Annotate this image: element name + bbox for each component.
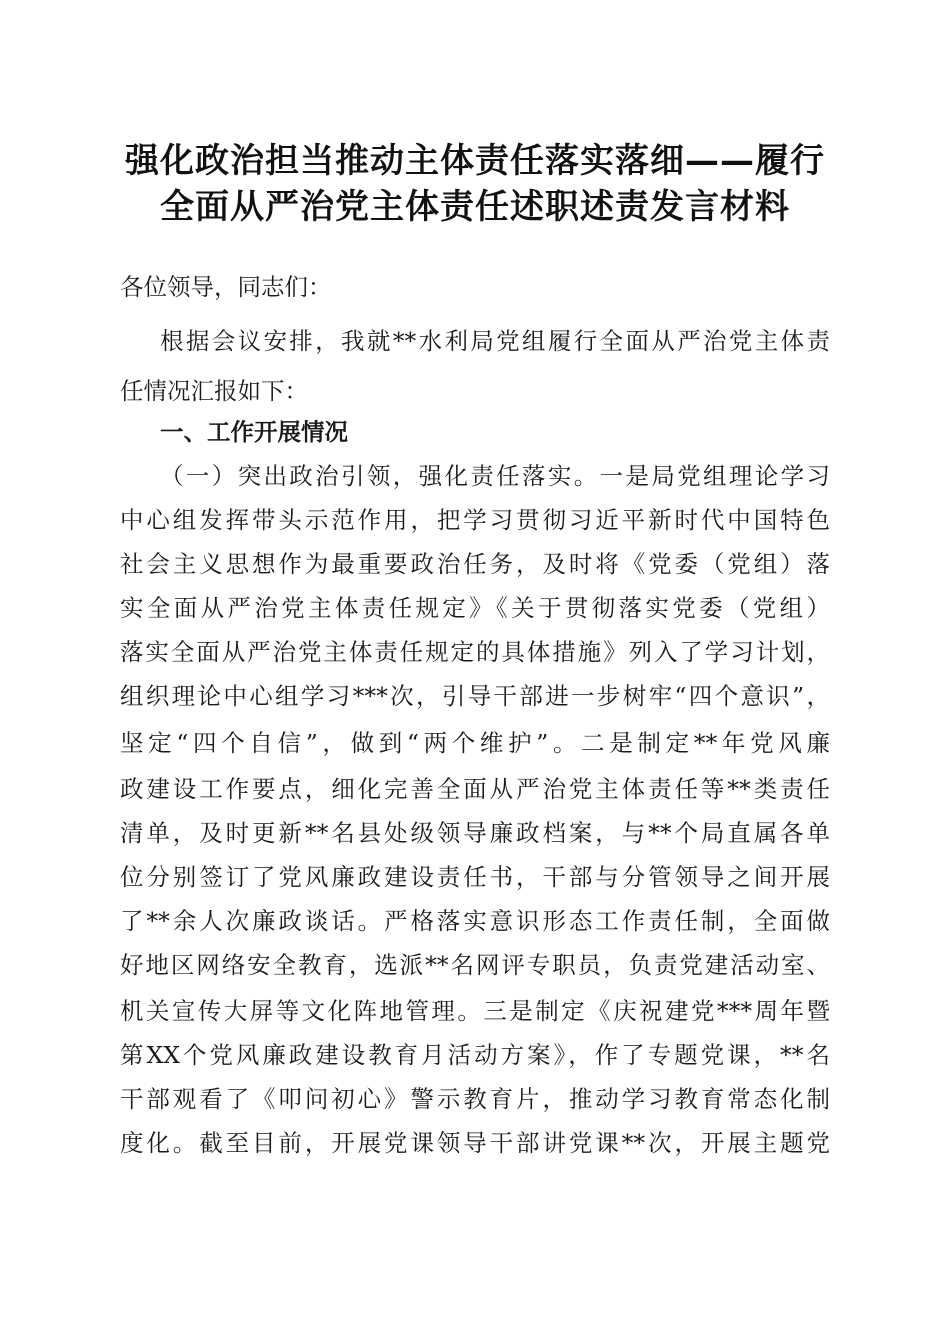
paragraph-line: （一）突出政治引领，强化责任落实。一是局党组理论学习: [160, 462, 830, 490]
paragraph-line: 中心组发挥带头示范作用，把学习贯彻习近平新时代中国特色: [120, 506, 830, 534]
section-heading: 一、工作开展情况: [160, 418, 348, 446]
paragraph-line: 清单，及时更新**名县处级领导廉政档案，与**个局直属各单: [120, 819, 830, 847]
paragraph-line: 政建设工作要点，细化完善全面从严治党主体责任等**类责任: [120, 775, 830, 803]
paragraph-line: 位分别签订了党风廉政建设责任书，干部与分管领导之间开展: [120, 863, 830, 891]
paragraph-line: 好地区网络安全教育，选派**名网评专职员，负责党建活动室、: [120, 951, 830, 979]
paragraph-line: 社会主义思想作为最重要政治任务，及时将《党委（党组）落: [120, 550, 830, 578]
paragraph-line: 坚定“四个自信”，做到“两个维护”。二是制定**年党风廉: [120, 729, 830, 757]
paragraph-line: 机关宣传大屏等文化阵地管理。三是制定《庆祝建党***周年暨: [120, 997, 830, 1025]
paragraph-line: 度化。截至目前，开展党课领导干部讲党课**次，开展主题党: [120, 1129, 830, 1157]
paragraph-line: 组织理论中心组学习***次，引导干部进一步树牢“四个意识”，: [120, 682, 830, 710]
paragraph-line: 了**余人次廉政谈话。严格落实意识形态工作责任制，全面做: [120, 907, 830, 935]
intro-line: 任情况汇报如下：: [120, 377, 308, 405]
intro-line: 根据会议安排，我就**水利局党组履行全面从严治党主体责: [160, 327, 830, 355]
paragraph-line: 干部观看了《叩问初心》警示教育片，推动学习教育常态化制: [120, 1085, 830, 1113]
paragraph-line: 落实全面从严治党主体责任规定的具体措施》列入了学习计划，: [120, 638, 830, 666]
salutation: 各位领导，同志们：: [120, 273, 332, 301]
paragraph-line: 第XX个党风廉政建设教育月活动方案》，作了专题党课，**名: [120, 1041, 830, 1069]
document-title-line-2: 全面从严治党主体责任述职述责发言材料: [160, 187, 790, 227]
document-title-line-1: 强化政治担当推动主体责任落实落细——履行: [125, 141, 825, 181]
paragraph-line: 实全面从严治党主体责任规定》《关于贯彻落实党委（党组）: [120, 594, 830, 622]
